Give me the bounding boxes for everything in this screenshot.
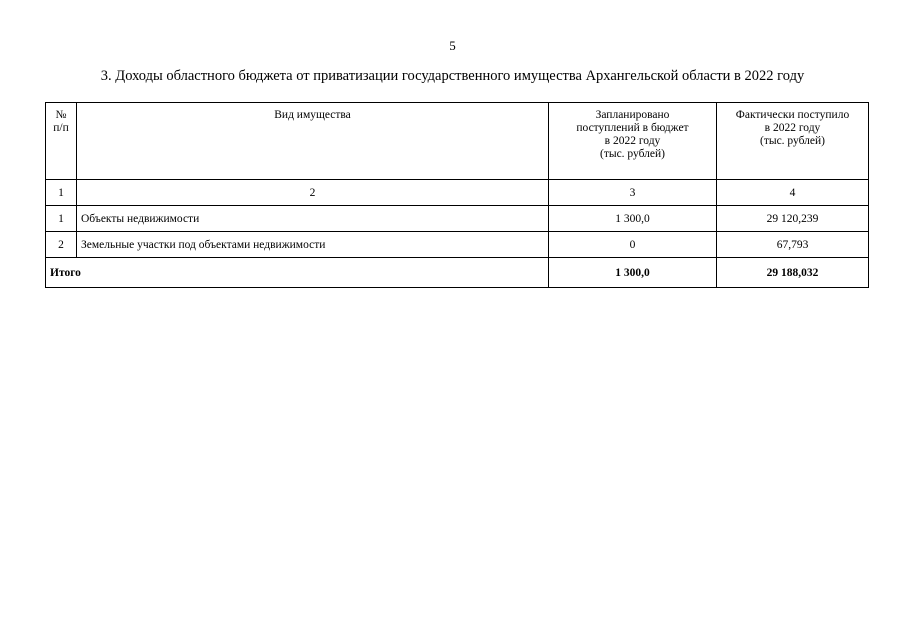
header-actual: Фактически поступило в 2022 году (тыс. рублей) — [717, 103, 869, 180]
row-actual: 67,793 — [717, 232, 869, 258]
total-actual: 29 188,032 — [717, 258, 869, 288]
total-planned: 1 300,0 — [549, 258, 717, 288]
header-number: № п/п — [46, 103, 77, 180]
column-number: 1 — [46, 180, 77, 206]
row-property-type: Объекты недвижимости — [77, 206, 549, 232]
row-number: 1 — [46, 206, 77, 232]
row-property-type: Земельные участки под объектами недвижимости — [77, 232, 549, 258]
row-actual: 29 120,239 — [717, 206, 869, 232]
table-row — [46, 206, 869, 232]
column-numbers-row — [46, 180, 869, 206]
row-number: 2 — [46, 232, 77, 258]
header-property-type: Вид имущества — [77, 103, 549, 180]
total-label: Итого — [46, 258, 549, 288]
column-number: 4 — [717, 180, 869, 206]
document-title: 3. Доходы областного бюджета от приватизации государственного имущества Архангельской области в 2022 году — [100, 68, 805, 84]
privatization-income-table — [45, 102, 869, 288]
page-number: 5 — [449, 38, 456, 53]
total-row — [46, 258, 869, 288]
column-number: 2 — [77, 180, 549, 206]
column-number: 3 — [549, 180, 717, 206]
table-header-row — [46, 103, 869, 180]
row-planned: 0 — [549, 232, 717, 258]
row-planned: 1 300,0 — [549, 206, 717, 232]
table-row — [46, 232, 869, 258]
header-planned: Запланировано поступлений в бюджет в 2022 году (тыс. рублей) — [549, 103, 717, 180]
